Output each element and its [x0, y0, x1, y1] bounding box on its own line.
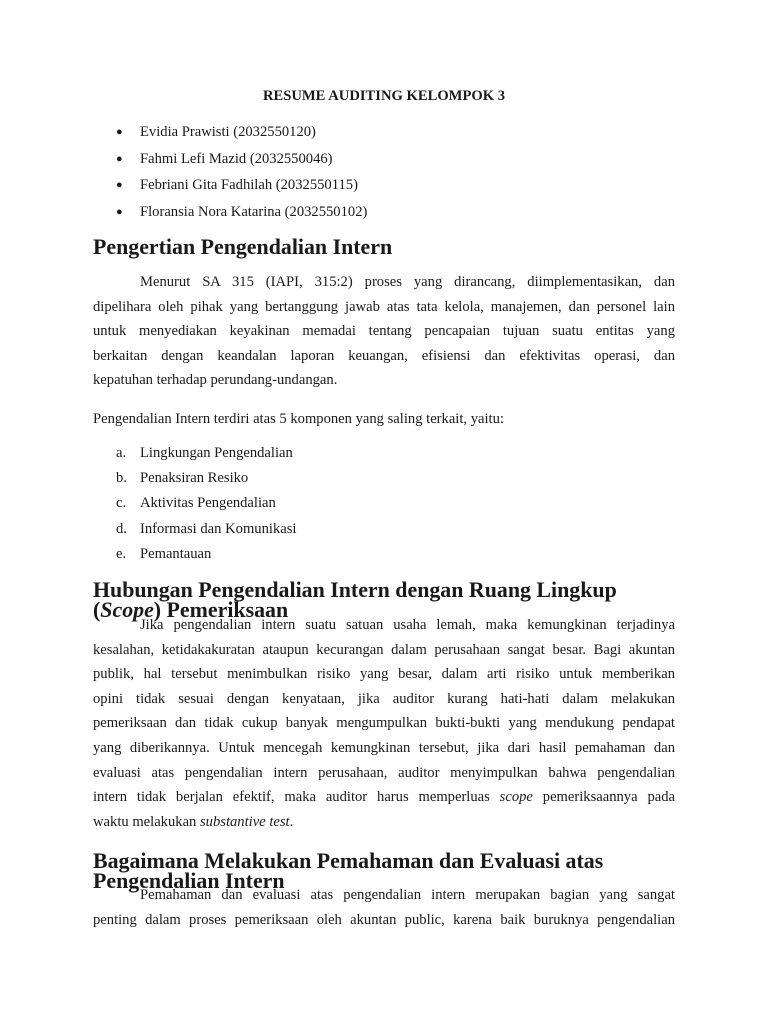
paragraph-bagaimana: Pemahaman dan evaluasi atas pengendalian intern merupakan bagian yang sangat penting dalam proses pemeriksaan oleh akuntan public, karena baik buruknya pengendalian — [93, 887, 675, 928]
component-item: e. Pemantauan — [116, 545, 212, 562]
paragraph-hubungan: Jika pengendalian intern suatu satuan usaha lemah, maka kemungkinan terjadinya kesalahan, ketidakakuratan ataupun kecurangan dalam perusahaan sangat besar. Bagi akuntan publik, hal tersebut menimbulkan risiko yang besar, dalam arti risiko untuk memberikan opini tidak sesuai dengan kenyataan, jika auditor kurang hati-hati dalam melakukan pemeriksaan dan tidak cukup banyak mengumpulkan bukti-bukti yang mendukung pendapat yang diberikannya. Untuk mencegah kemungkinan tersebut, jika dari hasil pemahaman dan evaluasi atas pengendalian intern perusahaan, auditor menyimpulkan bahwa pengendalian intern tidak berjalan efektif, maka auditor harus memperluas scope pemeriksaannya pada waktu melakukan substantive test. — [93, 617, 675, 830]
document-title: RESUME AUDITING KELOMPOK 3 — [262, 88, 506, 104]
component-item: d. Informasi dan Komunikasi — [116, 520, 297, 537]
bullet-icon: ● — [116, 179, 123, 191]
components-list — [93, 443, 675, 569]
section-heading-bagaimana: Bagaimana Melakukan Pemahaman dan Evaluasi atas Pengendalian Intern — [93, 848, 604, 893]
bullet-icon: ● — [116, 205, 123, 218]
component-item: c. Aktivitas Pengendalian — [116, 495, 276, 512]
member-item: ● Fahmi Lefi Mazid (2032550046) — [116, 150, 333, 167]
component-item: a. Lingkungan Pengendalian — [116, 445, 293, 461]
member-item: ● Evidia Prawisti (2032550120) — [116, 124, 316, 140]
component-item: b. Penaksiran Resiko — [116, 470, 249, 487]
member-item: ● Floransia Nora Katarina (2032550102) — [116, 203, 368, 220]
member-item: ● Febriani Gita Fadhilah (2032550115) — [116, 177, 358, 193]
paragraph-pengertian: Menurut SA 315 (IAPI, 315:2) proses yang dirancang, diimplementasikan, dan dipelihara oleh pihak yang bertanggung jawab atas tata kelola, manajemen, dan personel lain untuk menyediakan keyakinan memadai tentang pencapaian tujuan suatu entitas yang berkaitan dengan keandalan laporan keuangan, efisiensi dan efektivitas operasi, dan kepatuhan terhadap perundang-undangan. — [93, 274, 675, 389]
bullet-icon: ● — [116, 152, 123, 165]
member-list — [93, 122, 675, 228]
section-heading-pengertian: Pengertian Pengendalian Intern — [93, 234, 393, 259]
bullet-icon: ● — [116, 126, 123, 138]
section-heading-hubungan: Hubungan Pengendalian Intern dengan Ruang Lingkup (Scope) Pemeriksaan — [93, 577, 617, 622]
components-intro: Pengendalian Intern terdiri atas 5 komponen yang saling terkait, yaitu: — [93, 411, 504, 427]
